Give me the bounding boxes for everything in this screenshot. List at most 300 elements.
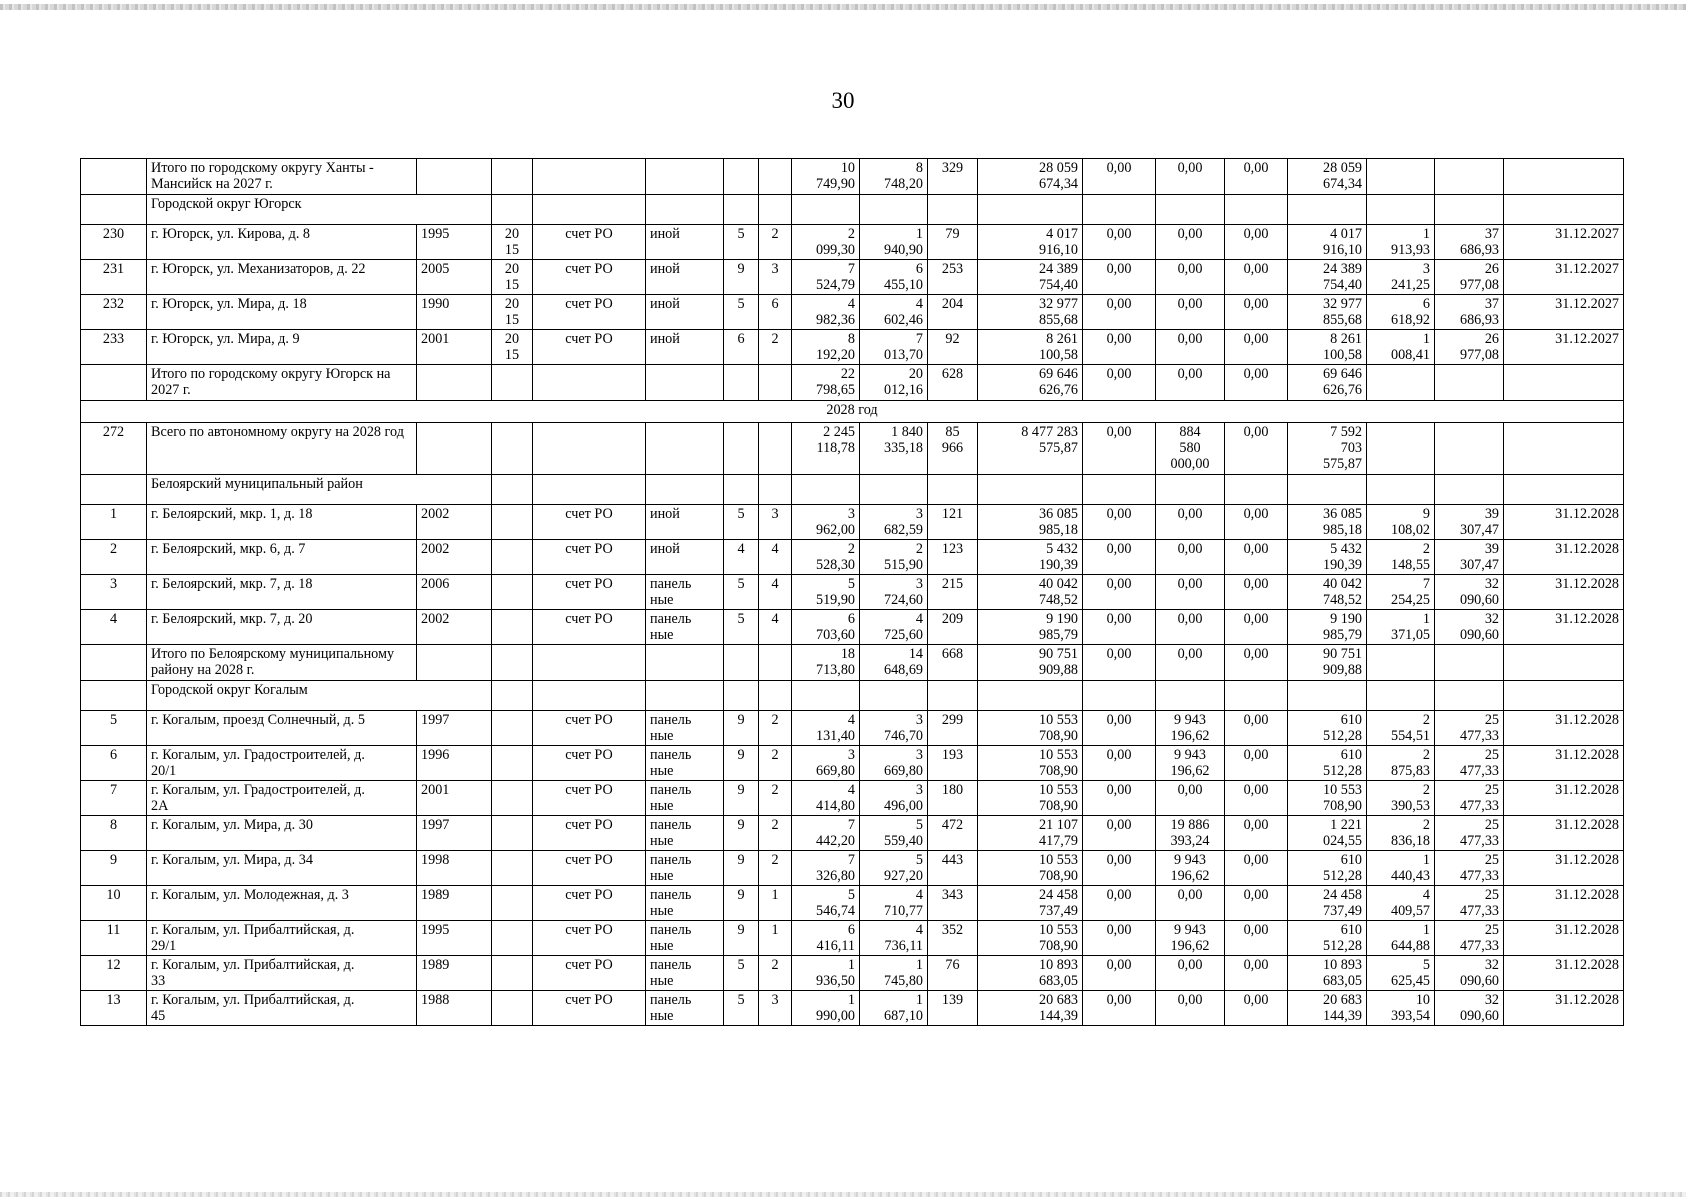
table-cell: иной — [646, 295, 724, 330]
table-cell: 1 221 024,55 — [1288, 816, 1367, 851]
table-cell — [1435, 365, 1504, 401]
address-cell: г. Белоярский, мкр. 7, д. 20 — [147, 610, 417, 645]
table-cell: 1 840 335,18 — [860, 423, 928, 475]
table-cell — [1288, 681, 1367, 711]
table-cell — [417, 645, 492, 681]
table-cell — [417, 423, 492, 475]
table-cell: панель ные — [646, 886, 724, 921]
table-cell: 0,00 — [1225, 330, 1288, 365]
table-row — [81, 610, 1624, 645]
table-cell — [978, 195, 1083, 225]
table-cell: 25 477,33 — [1435, 816, 1504, 851]
capital-repair-table — [80, 158, 1624, 1026]
table-cell: 1 687,10 — [860, 991, 928, 1026]
table-row — [81, 991, 1624, 1026]
table-cell: 1 — [759, 921, 792, 956]
table-cell: 2005 — [417, 260, 492, 295]
row-number — [81, 159, 147, 195]
table-cell: панель ные — [646, 575, 724, 610]
table-cell: 0,00 — [1156, 295, 1225, 330]
table-cell: 610 512,28 — [1288, 746, 1367, 781]
table-cell: 3 — [759, 991, 792, 1026]
table-cell: 4 602,46 — [860, 295, 928, 330]
table-cell: 4 710,77 — [860, 886, 928, 921]
table-row — [81, 886, 1624, 921]
address-cell: г. Югорск, ул. Мира, д. 18 — [147, 295, 417, 330]
table-cell: 7 442,20 — [792, 816, 860, 851]
table-cell — [759, 195, 792, 225]
table-cell: 5 625,45 — [1367, 956, 1435, 991]
table-cell: 209 — [928, 610, 978, 645]
table-cell: 180 — [928, 781, 978, 816]
scan-edge-bottom — [0, 1192, 1686, 1197]
table-row — [81, 540, 1624, 575]
table-cell: 2 — [759, 746, 792, 781]
table-cell: 85 966 — [928, 423, 978, 475]
table-cell — [724, 645, 759, 681]
table-cell: 31.12.2028 — [1504, 711, 1624, 746]
table-cell: 472 — [928, 816, 978, 851]
table-cell: 610 512,28 — [1288, 921, 1367, 956]
table-cell: 36 085 985,18 — [978, 505, 1083, 540]
table-cell: 610 512,28 — [1288, 851, 1367, 886]
table-cell: 5 927,20 — [860, 851, 928, 886]
table-cell — [646, 645, 724, 681]
table-cell: 2001 — [417, 781, 492, 816]
table-cell: счет РО — [533, 260, 646, 295]
table-cell: 1997 — [417, 711, 492, 746]
table-cell: счет РО — [533, 295, 646, 330]
address-cell: г. Когалым, ул. Прибалтийская, д. 33 — [147, 956, 417, 991]
table-cell: 25 477,33 — [1435, 921, 1504, 956]
table-cell — [533, 365, 646, 401]
row-number: 231 — [81, 260, 147, 295]
table-cell: 0,00 — [1083, 921, 1156, 956]
table-cell: счет РО — [533, 330, 646, 365]
table-cell: 31.12.2028 — [1504, 991, 1624, 1026]
table-cell: 121 — [928, 505, 978, 540]
table-cell: 1989 — [417, 886, 492, 921]
table-cell: 139 — [928, 991, 978, 1026]
table-cell: 0,00 — [1156, 575, 1225, 610]
table-cell: 0,00 — [1083, 956, 1156, 991]
table-cell — [1156, 681, 1225, 711]
row-number: 7 — [81, 781, 147, 816]
table-cell: 6 455,10 — [860, 260, 928, 295]
table-cell — [1083, 475, 1156, 505]
table-cell — [759, 645, 792, 681]
table-row — [81, 921, 1624, 956]
table-cell: 1 371,05 — [1367, 610, 1435, 645]
table-cell: 0,00 — [1156, 610, 1225, 645]
table-cell: 0,00 — [1083, 575, 1156, 610]
table-cell: 0,00 — [1083, 159, 1156, 195]
table-cell: 0,00 — [1083, 781, 1156, 816]
table-cell: 2 — [759, 816, 792, 851]
table-cell: 32 977 855,68 — [1288, 295, 1367, 330]
table-cell: 0,00 — [1083, 295, 1156, 330]
table-cell — [792, 475, 860, 505]
table-cell: 3 — [759, 505, 792, 540]
table-cell: 0,00 — [1225, 956, 1288, 991]
table-cell: 10 553 708,90 — [978, 711, 1083, 746]
table-cell: 9 — [724, 816, 759, 851]
table-cell: 2 528,30 — [792, 540, 860, 575]
table-cell: счет РО — [533, 746, 646, 781]
table-row — [81, 505, 1624, 540]
year-heading: 2028 год — [81, 401, 1624, 423]
table-cell: 9 943 196,62 — [1156, 746, 1225, 781]
table-cell: 10 553 708,90 — [1288, 781, 1367, 816]
year-row — [81, 401, 1624, 423]
table-cell: 9 943 196,62 — [1156, 851, 1225, 886]
table-cell: 0,00 — [1225, 610, 1288, 645]
table-cell — [492, 851, 533, 886]
table-cell — [533, 475, 646, 505]
table-cell — [1225, 681, 1288, 711]
table-cell: 1998 — [417, 851, 492, 886]
table-cell — [1504, 645, 1624, 681]
table-cell: 1988 — [417, 991, 492, 1026]
total-row — [81, 423, 1624, 475]
table-cell: 19 886 393,24 — [1156, 816, 1225, 851]
table-cell — [492, 886, 533, 921]
table-cell: панель ные — [646, 746, 724, 781]
table-cell: 9 — [724, 851, 759, 886]
table-cell — [1083, 681, 1156, 711]
address-cell: г. Белоярский, мкр. 1, д. 18 — [147, 505, 417, 540]
table-cell: 3 669,80 — [792, 746, 860, 781]
table-cell — [1156, 195, 1225, 225]
table-cell: 0,00 — [1156, 365, 1225, 401]
table-cell: 0,00 — [1225, 816, 1288, 851]
table-cell: 204 — [928, 295, 978, 330]
table-cell: 2 148,55 — [1367, 540, 1435, 575]
row-number: 4 — [81, 610, 147, 645]
table-cell: 0,00 — [1083, 423, 1156, 475]
table-cell: 329 — [928, 159, 978, 195]
table-cell: 2 — [759, 851, 792, 886]
row-number: 232 — [81, 295, 147, 330]
table-cell: 0,00 — [1225, 540, 1288, 575]
table-cell — [928, 195, 978, 225]
table-cell: иной — [646, 505, 724, 540]
table-cell — [492, 645, 533, 681]
table-cell: 28 059 674,34 — [1288, 159, 1367, 195]
table-cell — [1083, 195, 1156, 225]
table-cell: 2 515,90 — [860, 540, 928, 575]
table-cell: 4 414,80 — [792, 781, 860, 816]
table-cell: 31.12.2028 — [1504, 610, 1624, 645]
table-cell — [1288, 195, 1367, 225]
table-cell: 2 390,53 — [1367, 781, 1435, 816]
table-cell: 2 554,51 — [1367, 711, 1435, 746]
table-cell: 5 — [724, 505, 759, 540]
table-cell: 31.12.2027 — [1504, 330, 1624, 365]
table-cell: 39 307,47 — [1435, 540, 1504, 575]
table-cell: 4 017 916,10 — [978, 225, 1083, 260]
table-cell — [792, 195, 860, 225]
table-cell — [492, 921, 533, 956]
table-cell: 1990 — [417, 295, 492, 330]
table-cell: 10 893 683,05 — [978, 956, 1083, 991]
table-cell — [492, 365, 533, 401]
table-cell — [1435, 645, 1504, 681]
table-cell: 10 893 683,05 — [1288, 956, 1367, 991]
table-cell: 0,00 — [1156, 225, 1225, 260]
table-cell: 0,00 — [1083, 330, 1156, 365]
table-row — [81, 851, 1624, 886]
table-cell: 7 013,70 — [860, 330, 928, 365]
table-cell: счет РО — [533, 886, 646, 921]
table-cell — [1435, 159, 1504, 195]
table-cell: 25 477,33 — [1435, 886, 1504, 921]
table-cell — [759, 365, 792, 401]
table-cell: 1 990,00 — [792, 991, 860, 1026]
table-cell: 25 477,33 — [1435, 781, 1504, 816]
table-cell — [860, 681, 928, 711]
table-cell — [492, 475, 533, 505]
table-cell: 299 — [928, 711, 978, 746]
table-cell: 37 686,93 — [1435, 295, 1504, 330]
table-cell: 14 648,69 — [860, 645, 928, 681]
table-cell: 0,00 — [1083, 610, 1156, 645]
table-cell — [646, 195, 724, 225]
table-cell — [1367, 195, 1435, 225]
table-cell — [1504, 681, 1624, 711]
table-cell: 6 618,92 — [1367, 295, 1435, 330]
table-cell — [1367, 159, 1435, 195]
table-cell — [533, 645, 646, 681]
table-cell: 0,00 — [1083, 886, 1156, 921]
table-cell: 18 713,80 — [792, 645, 860, 681]
address-cell: г. Когалым, ул. Прибалтийская, д. 45 — [147, 991, 417, 1026]
table-cell: 0,00 — [1083, 816, 1156, 851]
table-cell: 2002 — [417, 610, 492, 645]
address-cell: г. Когалым, ул. Прибалтийская, д. 29/1 — [147, 921, 417, 956]
table-cell: 1 745,80 — [860, 956, 928, 991]
table-cell: 0,00 — [1083, 851, 1156, 886]
address-cell: Всего по автономному округу на 2028 год — [147, 423, 417, 475]
table-cell — [1156, 475, 1225, 505]
table-cell: 3 724,60 — [860, 575, 928, 610]
table-cell: 76 — [928, 956, 978, 991]
address-cell: г. Когалым, проезд Солнечный, д. 5 — [147, 711, 417, 746]
table-cell — [492, 423, 533, 475]
table-cell — [492, 816, 533, 851]
address-cell: г. Когалым, ул. Мира, д. 30 — [147, 816, 417, 851]
table-cell — [928, 681, 978, 711]
table-cell: счет РО — [533, 540, 646, 575]
table-cell: 2006 — [417, 575, 492, 610]
table-cell: 0,00 — [1156, 260, 1225, 295]
section-title: Белоярский муниципальный район — [147, 475, 492, 505]
table-cell: 26 977,08 — [1435, 330, 1504, 365]
table-cell: 0,00 — [1225, 295, 1288, 330]
table-cell: 10 553 708,90 — [978, 781, 1083, 816]
table-cell: 24 458 737,49 — [1288, 886, 1367, 921]
table-cell: 7 592 703 575,87 — [1288, 423, 1367, 475]
table-cell: 10 393,54 — [1367, 991, 1435, 1026]
table-cell: 9 190 985,79 — [1288, 610, 1367, 645]
table-cell: 443 — [928, 851, 978, 886]
table-cell — [759, 681, 792, 711]
table-cell — [1367, 423, 1435, 475]
table-cell: счет РО — [533, 610, 646, 645]
table-cell: 0,00 — [1156, 159, 1225, 195]
table-cell: 32 090,60 — [1435, 610, 1504, 645]
table-cell: 0,00 — [1225, 711, 1288, 746]
table-cell: 343 — [928, 886, 978, 921]
section-spacer — [81, 475, 147, 505]
table-cell: 9 943 196,62 — [1156, 711, 1225, 746]
table-cell: 31.12.2027 — [1504, 295, 1624, 330]
table-cell — [759, 159, 792, 195]
table-cell — [1225, 195, 1288, 225]
table-cell: 3 962,00 — [792, 505, 860, 540]
table-cell: 4 736,11 — [860, 921, 928, 956]
table-cell — [533, 159, 646, 195]
table-cell: иной — [646, 225, 724, 260]
table-cell: 0,00 — [1083, 505, 1156, 540]
table-cell: 2 — [759, 711, 792, 746]
table-cell: 10 553 708,90 — [978, 746, 1083, 781]
table-cell: 1 440,43 — [1367, 851, 1435, 886]
section-title: Городской округ Югорск — [147, 195, 492, 225]
table-cell: 1995 — [417, 921, 492, 956]
table-cell — [417, 159, 492, 195]
total-row — [81, 645, 1624, 681]
table-cell: 0,00 — [1225, 851, 1288, 886]
table-cell: 5 — [724, 575, 759, 610]
table-cell: 0,00 — [1156, 505, 1225, 540]
table-cell: 20 683 144,39 — [1288, 991, 1367, 1026]
table-cell: панель ные — [646, 956, 724, 991]
table-cell: иной — [646, 260, 724, 295]
address-cell: Итого по Белоярскому муниципальному району на 2028 г. — [147, 645, 417, 681]
table-cell — [1367, 681, 1435, 711]
address-cell: г. Когалым, ул. Мира, д. 34 — [147, 851, 417, 886]
table-cell: 92 — [928, 330, 978, 365]
table-cell: 79 — [928, 225, 978, 260]
table-cell: 0,00 — [1225, 746, 1288, 781]
table-cell: 69 646 626,76 — [978, 365, 1083, 401]
table-cell: панель ные — [646, 991, 724, 1026]
table-cell: 1997 — [417, 816, 492, 851]
table-cell — [492, 746, 533, 781]
table-cell: 31.12.2027 — [1504, 225, 1624, 260]
address-cell: г. Белоярский, мкр. 7, д. 18 — [147, 575, 417, 610]
table-cell: 9 943 196,62 — [1156, 921, 1225, 956]
table-cell: 4 725,60 — [860, 610, 928, 645]
table-cell: 31.12.2028 — [1504, 956, 1624, 991]
table-cell: 31.12.2028 — [1504, 540, 1624, 575]
table-cell — [492, 195, 533, 225]
table-cell: 2 099,30 — [792, 225, 860, 260]
table-cell: 628 — [928, 365, 978, 401]
table-cell: 5 — [724, 295, 759, 330]
table-cell: 0,00 — [1225, 260, 1288, 295]
table-cell: 31.12.2027 — [1504, 260, 1624, 295]
table-cell: 24 458 737,49 — [978, 886, 1083, 921]
table-cell: 0,00 — [1225, 886, 1288, 921]
table-cell: 1995 — [417, 225, 492, 260]
table-cell: 6 — [759, 295, 792, 330]
row-number: 13 — [81, 991, 147, 1026]
table-cell: 32 090,60 — [1435, 956, 1504, 991]
table-cell: 0,00 — [1083, 225, 1156, 260]
section-title: Городской округ Когалым — [147, 681, 492, 711]
table-cell: 0,00 — [1083, 260, 1156, 295]
address-cell: г. Югорск, ул. Кирова, д. 8 — [147, 225, 417, 260]
table-cell: 0,00 — [1156, 991, 1225, 1026]
table-cell — [1367, 365, 1435, 401]
table-cell: 4 982,36 — [792, 295, 860, 330]
table-cell: 2 875,83 — [1367, 746, 1435, 781]
table-cell: 2 245 118,78 — [792, 423, 860, 475]
row-number: 10 — [81, 886, 147, 921]
table-cell: счет РО — [533, 851, 646, 886]
table-cell: 0,00 — [1225, 991, 1288, 1026]
table-cell: 0,00 — [1225, 505, 1288, 540]
row-number: 8 — [81, 816, 147, 851]
row-number: 233 — [81, 330, 147, 365]
table-cell — [724, 681, 759, 711]
table-cell: панель ные — [646, 851, 724, 886]
table-cell: 0,00 — [1225, 365, 1288, 401]
table-cell: 8 261 100,58 — [1288, 330, 1367, 365]
table-cell — [1435, 475, 1504, 505]
table-cell — [860, 195, 928, 225]
row-number: 230 — [81, 225, 147, 260]
table-cell: панель ные — [646, 816, 724, 851]
table-cell: 3 241,25 — [1367, 260, 1435, 295]
table-cell: 0,00 — [1225, 225, 1288, 260]
table-cell: 4 131,40 — [792, 711, 860, 746]
table-cell: счет РО — [533, 575, 646, 610]
table-cell: 0,00 — [1156, 781, 1225, 816]
table-cell — [1435, 681, 1504, 711]
table-cell: 0,00 — [1225, 781, 1288, 816]
table-cell — [1288, 475, 1367, 505]
address-cell: г. Югорск, ул. Мира, д. 9 — [147, 330, 417, 365]
table-cell — [792, 681, 860, 711]
table-cell: 6 — [724, 330, 759, 365]
table-cell: счет РО — [533, 505, 646, 540]
table-cell: 6 703,60 — [792, 610, 860, 645]
table-cell: 10 553 708,90 — [978, 851, 1083, 886]
table-cell: 0,00 — [1156, 330, 1225, 365]
table-cell — [759, 423, 792, 475]
row-number: 6 — [81, 746, 147, 781]
table-cell — [492, 540, 533, 575]
table-cell — [492, 711, 533, 746]
table-cell — [646, 681, 724, 711]
table-cell — [1504, 365, 1624, 401]
address-cell: Итого по городскому округу Югорск на 2027 г. — [147, 365, 417, 401]
table-row — [81, 295, 1624, 330]
table-cell: 5 432 190,39 — [1288, 540, 1367, 575]
table-cell: 3 496,00 — [860, 781, 928, 816]
table-cell: 2001 — [417, 330, 492, 365]
table-cell — [533, 681, 646, 711]
table-cell: 32 977 855,68 — [978, 295, 1083, 330]
table-cell: 31.12.2028 — [1504, 886, 1624, 921]
table-cell: 69 646 626,76 — [1288, 365, 1367, 401]
table-cell: 1996 — [417, 746, 492, 781]
table-cell: 31.12.2028 — [1504, 575, 1624, 610]
table-cell: 5 432 190,39 — [978, 540, 1083, 575]
